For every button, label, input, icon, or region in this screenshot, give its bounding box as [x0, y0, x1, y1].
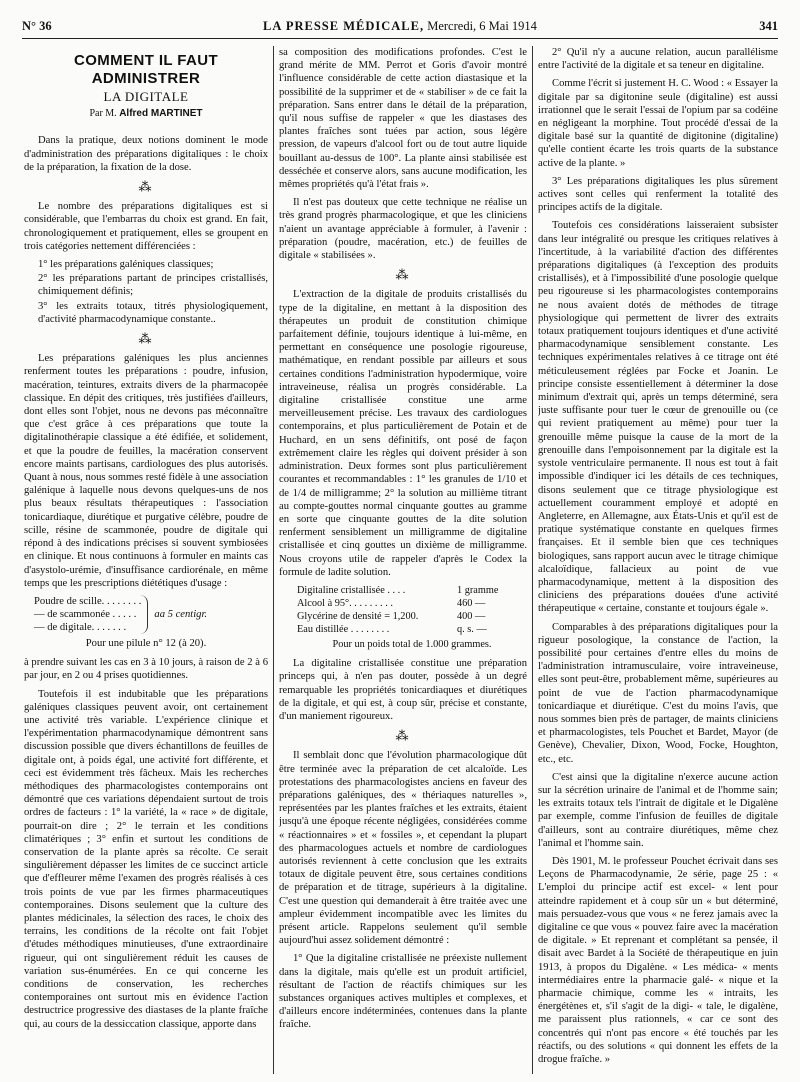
page-number: 341: [759, 19, 778, 33]
issue-date: Mercredi, 6 Mai 1914: [427, 19, 537, 33]
formula-row: [297, 610, 527, 623]
column-3: [538, 46, 778, 1074]
formula-amount: q. s. —: [457, 623, 487, 635]
paragraph: Dans la pratique, deux notions dominent le mode d'administration des préparations digitaliques : le choix de la préparation, la fixation de la dose.: [24, 135, 268, 173]
prescription-ingredients: [34, 595, 148, 634]
prescription-caption: Pour une pilule n° 12 (à 20).: [85, 637, 207, 649]
paragraph: sa composition des modifications profondes. C'est le grand mérite de MM. Perrot et Goris d'avoir montré l'influence considérable de cette action diastasique et la possibilité de la supprimer et de « stabiliser » de ce fait la préparation. Sans entrer dans le détail de la préparation, qu'il nous suffise de rappeler « que les diastases des plantes fraîches sont tuées par action, sous légère pression, de vapeurs d'alcool fort ou de tout autre liquide bouillant au-dessus de 100°. La plante ainsi stabilisée est desséchée et conserve alors, sans aucune modification, les mêmes propriétés qu'à l'état frais ».: [279, 47, 527, 191]
formula-amount: 400 —: [457, 610, 486, 622]
paragraph: Comparables à des préparations digitaliques pour la rigueur posologique, la constance de l'action, la possibilité pour certaines d'entre elles du moins de l'administration intramusculaire, voire intraveineuse, elles sont peut-être, probablement même, supérieures au point de vue de l'action pharmacodynamique tonicardiaque et diurétique. C'est du moins l'avis, que nous sommes bien près de partager, de maints cliniciens et pharmacologistes, tels Pouchet et Bardet, Mayor (de Genève), Chevalier, Dixon, Wood, Focke, Houghton, etc., etc.: [538, 621, 778, 765]
formula-amount: 460 —: [457, 597, 486, 609]
journal-name: LA PRESSE MÉDICALE,: [263, 19, 425, 33]
list-item: 2° les préparations partant de principes cristallisés, chimiquement définis;: [38, 273, 268, 298]
paragraph: à prendre suivant les cas en 3 à 10 jours, à raison de 2 à 6 par jour, en 2 ou 4 prises quotidiennes.: [24, 657, 268, 682]
formula-amount: 1 gramme: [457, 584, 499, 596]
paragraph: 3° Les préparations digitaliques les plus sûrement actives sont celles qui renferment la totalité des principes actifs de la digitale.: [538, 175, 778, 214]
paragraph: La digitaline cristallisée constitue une préparation princeps qui, à n'en pas douter, possède à un degré remarquable les propriétés tonicardiaques et diurétiques de la digitale, et qui est, à coup sûr, précise et constante, d'un maniement rigoureux.: [279, 658, 527, 722]
section-ornament: ⁂: [395, 267, 411, 283]
paragraph: Le nombre des préparations digitaliques est si considérable, que l'embarras du choix est grand. En fait, chronologiquement et pratiquement, elles se groupent en trois catégories nettement différenciées :: [24, 201, 268, 252]
paragraph: Dès 1901, M. le professeur Pouchet écrivait dans ses Leçons de Pharmacodynamie, 2e série, page 25 : « L'emploi du principe actif est excel- « lent pour atteindre rapidement et à coup sûr un « but déterminé, mais persuadez-vous que vous « ne ferez jamais avec la digitaline ce que vous « pouvez faire avec la macération de digitale. » Et reprenant et complétant sa pensée, il disait avec Bardet à la Société de thérapeutique en juin 1913, à propos du Digalène. « Les médica- « ments intermédiaires entre la pharmacie galé- « nique et la pharmacie chimique, comme les « intraits, les énergétènes et, s'il s'agit de la digi- « tale, le digalène, me paraissent plus rationnels, « car ce sont des concentrés qui n'ont pas encore « été touchés par les réactifs, ou des solutions « qui donnent les effets de la drogue fraîche. »: [538, 855, 778, 1066]
paragraph: 2° Qu'il n'y a aucune relation, aucun parallélisme entre l'activité de la digitale et sa teneur en digitaline.: [538, 47, 778, 72]
paragraph: Toutefois il est indubitable que les préparations galéniques classiques peuvent avoir, ont certainement une activité très variable. L'expérience clinique et l'expérimentation pharmacodynamique démontrent sans discussion possible que divers échantillons de feuilles de digitale ont, à poids égal, une activité fort différente, et ceci est évidemment très fâcheux. Mais les recherches méthodiques des pharmacologistes contemporains ont démontré que ces variations dépendaient surtout de trois ordres de facteurs : 1° la variété, la « race » de digitale, pourrait-on dire ; 2° le terrain et les conditions climatériques ; 3° enfin et surtout les conditions de conservation de la plante après sa récolte. Ce serait singulièrement dépasser les limites de ce succinct article que d'effleurer même l'examen des progrès réalisés à ces trois points de vue par les firmes pharmaceutiques contemporaines. Disons seulement que la culture des plantes médicinales, la sélection des races, le choix des terrains, les conditions de la récolte ont fait l'objet d'études méthodiques minutieuses, d'une extraordinaire rigueur, qui ont singulièrement réduit les causes de variation sus-énumérées. En ce qui concerne les conditions de conservation, les recherches contemporaines ont surtout mis en évidence l'action destructrice progressive des diastases de la plante fraîche qui, au cours de la dessiccation classique, apporte dans: [24, 688, 268, 1030]
formula-row: [297, 597, 527, 610]
paragraph: Toutefois ces considérations laisseraient subsister dans leur intégralité ou presque les critiques relatives à l'incertitude, à la variabilité d'action des différentes préparations digitaliques (à l'exception des produits cristallisés), et à l'impossibilité d'une posologie quelque peu rigoureuse si les pharmacologistes contemporains ne nous avaient dotés de méthodes de titrage physiologique qui permettent de livrer des extraits totaux pratiquement toujours identiques et d'une activité pharmacodynamique sensiblement constante. Les techniques expérimentales relatives à ce titrage ont été méticuleusement réglées par Focke et Joanin. Le principe consiste essentiellement à déterminer la dose minimum d'extrait qui, après un temps déterminé, sera juste suffisante pour tuer le cœur de grenouille ou (ce qui revient pratiquement au même) pour tuer la grenouille même puisque la cause de la mort de la grenouille dans l'empoisonnement par la digitale est la systole ventriculaire permanente. Il nous est tout à fait impossible d'indiquer ici les détails de ces techniques, disons seulement que ce titrage physiologique est actuellement couramment employé et adopté en Angleterre, en Allemagne, aux États-Unis et qu'il est de pratique systématique constante en quelques firmes françaises. Et il semble bien que ces techniques biologiques, sans rapport aucun avec le titrage chimique alcaloïdique, fallacieux au point de vue pharmacodynamique, mettent à la disposition des cliniciens des préparations douées d'une activité thérapeutique « certaine, constante et toujours égale ».: [538, 220, 778, 615]
formula-ingredient: Eau distillée . . . . . . . .: [297, 623, 390, 635]
ingredient: Poudre de scille. . . . . . . .: [34, 595, 142, 607]
author-name: Alfred MARTINET: [119, 108, 203, 120]
author-prefix: Par M.: [89, 108, 117, 120]
section-ornament: ⁂: [395, 728, 411, 744]
paragraph: Comme l'écrit si justement H. C. Wood : « Essayer la digitale par sa digitonine seule (digitaline) est aussi irrationnel que le serait l'essai de l'opium par sa codéine en négligeant la morphine. Tout procédé d'essai de la digitale basé sur la quantité de digitonine (digitaline) qu'elle contient écarte les trois quarts de la substance active de la plante. »: [538, 78, 778, 169]
ingredient: — de scammonée . . . . .: [34, 608, 137, 620]
list-item: 3° les extraits totaux, titrés physiologiquement, d'activité pharmacodynamique constante..: [38, 300, 268, 325]
paragraph: L'extraction de la digitale de produits cristallisés du type de la digitaline, en mettant à la disposition des thérapeutes un produit de constitution chimique parfaitement définie, toujours identique à lui-même, en permettant en conséquence une posologie rigoureuse, mathématique, en rendant possible par ailleurs et sous certaines conditions l'administration hypodermique, voire intraveineuse, réalisa un progrès considérable. La digitaline cristallisée constitue une arme merveilleusement précise. Les travaux des cardiologues contemporains, et plus particulièrement de Potain et de Huchard, en un sens définitifs, ont posé de façon extrêmement claire les règles qui doivent présider à son administration. Deux formes sont plus particulièrement courantes et recommandables : 1° les granules de 1/10 et de 1/4 de milligramme; 2° la solution au millième titrant au compte-gouttes normal cinquante gouttes au gramme en sorte que cinquante gouttes de la dite solution renferment sensiblement un milligramme de digitaline cristallisée et cinq gouttes un dixième de milligramme. Nous croyons utile de rappeler d'après le Codex la formule de ladite solution.: [279, 289, 527, 578]
formula-caption: Pour un poids total de 1.000 grammes.: [332, 638, 492, 650]
codex-formula: [297, 584, 527, 651]
column-2: [279, 46, 527, 1074]
ingredient: — de digitale. . . . . . .: [34, 621, 127, 633]
article-title: COMMENT IL FAUT ADMINISTRER: [73, 52, 219, 87]
prescription-dose: aa 5 centigr.: [154, 608, 208, 620]
issue-number: N° 36: [22, 19, 52, 33]
column-rule: [273, 46, 274, 1074]
running-title: [22, 18, 778, 34]
formula-row: [297, 584, 527, 597]
prescription: [34, 595, 268, 634]
paragraph: Il semblait donc que l'évolution pharmacologique dût être terminée avec la préparation de cet alcaloïde. Les protestations des pharmacologistes anciens en faveur des préparations galéniques, des « thériaques naturelles », représentées par les plantes fraîches et les extraits, étaient jusqu'à une époque récente négligées, considérées comme « réactionnaires » et « fossiles », et cependant la plupart des pharmacologues actuels et nombre de cardiologues autorisés reviennent à cette conclusion que les extraits totaux de digitale peuvent être, sous certaines conditions de préparation et de titrage, supérieurs à la digitaline. C'est une question qui demanderait à être traitée avec une ampleur évidemment incompatible avec les limites du présent article. Rappelons seulement qu'il semble aujourd'hui assez solidement démontré :: [279, 750, 527, 947]
article-subtitle: LA DIGITALE: [103, 89, 189, 104]
formula-ingredient: Alcool à 95°. . . . . . . . .: [297, 597, 393, 609]
paragraph: Les préparations galéniques les plus anciennes renferment toutes les préparations : poudre, infusion, macération, teintures, extraits divers de la pharmacopée classique. En dépit des critiques, très justifiées d'ailleurs, dont elles sont l'objet, nous ne devons pas méconnaître que c'est grâce à ces préparations que toute la digitalinothérapie classique a été édifiée, et solidement, et que la poudre de feuilles, la macération conservent encore maints partisans, cardiologues des plus autorisés. Quant à nous, nous sommes resté fidèle à une association galénique à laquelle nous devons quelques-uns de nos plus beaux résultats thérapeutiques : l'association tonicardiaque, diurétique et purgative célèbre, poudre de scille, résine de scammonée, poudre de digitale qui répond à des indications précises si souvent symbiosées en clinique. Et nous continuons à formuler en maints cas d'asystolo-urémie, d'insuffisance cardiorénale, en même temps que les prescriptions diététiques d'usage :: [24, 353, 268, 589]
section-ornament: ⁂: [138, 179, 154, 195]
column-rule: [532, 46, 533, 1074]
paragraph: Il n'est pas douteux que cette technique ne réalise un très grand progrès pharmacologique, et que les cliniciens n'aient un avantage appréciable à formuler, à l'avenir : préparation (poudre, macération, etc.) de feuilles de digitale « stabilisées ».: [279, 197, 527, 262]
column-1: [24, 46, 268, 1074]
article-byline: [24, 107, 268, 120]
paragraph: C'est ainsi que la digitaline n'exerce aucune action sur la sécrétion urinaire de l'animal et de l'homme sain; les extraits totaux tels l'intrait de digitale et le Digalène par exemple, comme l'infusion de feuilles de digitale d'ailleurs, sont au contraire diurétiques, même chez l'animal et l'homme sain.: [538, 771, 778, 849]
formula-row: [297, 623, 527, 636]
formula-ingredient: Glycérine de densité = 1,200.: [297, 610, 419, 622]
section-ornament: ⁂: [138, 331, 154, 347]
paragraph: 1° Que la digitaline cristallisée ne préexiste nullement dans la digitale, mais qu'elle est un produit artificiel, résultant de l'action de réactifs chimiques sur les substances organiques actives multiples et complexes, et d'ailleurs encore indéterminées, contenues dans la plante fraîche.: [279, 953, 527, 1031]
list-item: 1° les préparations galéniques classiques;: [38, 259, 214, 271]
formula-ingredient: Digitaline cristallisée . . . .: [297, 584, 406, 596]
page-header: [22, 18, 778, 39]
